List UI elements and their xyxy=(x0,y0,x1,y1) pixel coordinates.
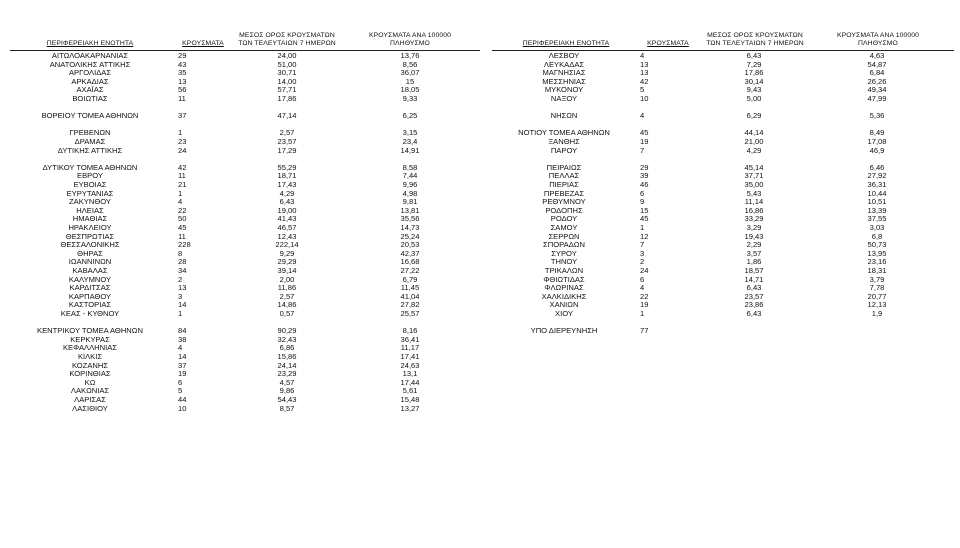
cell-per100k: 23,16 xyxy=(867,257,887,267)
cell-cases: 23 xyxy=(178,137,187,146)
cell-avg7: 47,14 xyxy=(277,111,297,121)
cell-cases: 9 xyxy=(640,197,645,207)
cell-cases: 1 xyxy=(178,128,183,138)
cell-per100k: 8,49 xyxy=(869,128,885,138)
cell-region: ΣΠΟΡΑΔΩΝ xyxy=(543,240,585,250)
cell-avg7: 9,43 xyxy=(746,85,762,95)
cell-region: ΚΕΑΣ - ΚΥΘΝΟΥ xyxy=(60,309,120,318)
cell-per100k: 8,58 xyxy=(402,162,418,172)
cell-cases: 42 xyxy=(178,162,187,172)
cell-avg7: 2,29 xyxy=(746,240,762,250)
cell-per100k: 47,99 xyxy=(867,94,887,103)
cell-avg7: 18,71 xyxy=(277,171,297,181)
left-table xyxy=(10,26,480,413)
cell-cases: 38 xyxy=(178,334,187,344)
table-row xyxy=(10,112,480,121)
cell-region: ΠΡΕΒΕΖΑΣ xyxy=(543,188,585,198)
cell-per100k: 13,95 xyxy=(867,248,887,258)
cell-avg7: 0,57 xyxy=(279,309,295,318)
cell-region: ΕΒΡΟΥ xyxy=(77,171,103,181)
cell-cases: 6 xyxy=(640,188,645,198)
cell-region: ΕΥΡΥΤΑΝΙΑΣ xyxy=(66,188,114,198)
cell-avg7: 23,57 xyxy=(277,137,297,146)
cell-per100k: 4,98 xyxy=(402,188,418,198)
cell-per100k: 7,44 xyxy=(402,171,418,181)
cell-region: ΒΟΙΩΤΙΑΣ xyxy=(72,94,108,103)
cell-avg7: 23,57 xyxy=(744,291,764,301)
cell-per100k: 9,33 xyxy=(402,94,418,103)
cell-region: ΕΥΒΟΙΑΣ xyxy=(73,180,107,189)
table-row xyxy=(492,327,954,336)
cell-per100k: 16,68 xyxy=(400,257,420,267)
cell-per100k: 6,46 xyxy=(869,162,885,172)
cell-avg7: 44,14 xyxy=(744,128,764,138)
cell-avg7: 4,29 xyxy=(279,188,295,198)
cell-per100k: 6,79 xyxy=(402,274,418,284)
cell-region: ΣΑΜΟΥ xyxy=(550,223,578,232)
cell-avg7: 11,86 xyxy=(277,283,297,293)
cell-region: ΗΛΕΙΑΣ xyxy=(76,205,104,215)
cell-region: ΛΑΚΩΝΙΑΣ xyxy=(70,386,110,396)
cell-cases: 37 xyxy=(178,111,187,121)
cell-per100k: 36,31 xyxy=(867,180,887,189)
header-avg7: ΜΕΣΟΣ ΟΡΟΣ ΚΡΟΥΣΜΑΤΩΝ ΤΩΝ ΤΕΛΕΥΤΑΙΩΝ 7 ΗΜΕΡΩΝ xyxy=(238,32,336,47)
cell-region: ΚΙΛΚΙΣ xyxy=(77,352,103,361)
cell-avg7: 6,43 xyxy=(746,283,762,293)
cell-per100k: 18,05 xyxy=(400,85,420,95)
cell-avg7: 4,29 xyxy=(746,145,762,155)
cell-cases: 46 xyxy=(640,180,649,189)
cell-region: ΚΕΝΤΡΙΚΟΥ ΤΟΜΕΑ ΑΘΗΝΩΝ xyxy=(37,326,143,336)
cell-cases: 8 xyxy=(178,248,183,258)
cell-cases: 1 xyxy=(640,309,645,318)
cell-per100k: 35,56 xyxy=(400,214,420,224)
cell-region: ΤΡΙΚΑΛΩΝ xyxy=(544,266,584,275)
cell-region: ΑΙΤΩΛΟΑΚΑΡΝΑΝΙΑΣ xyxy=(51,51,129,60)
header-avg7: ΜΕΣΟΣ ΟΡΟΣ ΚΡΟΥΣΜΑΤΩΝ ΤΩΝ ΤΕΛΕΥΤΑΙΩΝ 7 ΗΜΕΡΩΝ xyxy=(706,32,804,47)
cell-region: ΚΑΡΠΑΘΟΥ xyxy=(68,291,112,301)
cell-avg7: 6,86 xyxy=(279,343,295,353)
cell-per100k: 12,13 xyxy=(867,300,887,310)
cell-cases: 10 xyxy=(178,403,187,413)
cell-per100k: 8,56 xyxy=(402,59,418,69)
header-per100k: ΚΡΟΥΣΜΑΤΑ ΑΝΑ 100000 ΠΛΗΘΥΣΜΟ xyxy=(368,32,452,47)
cell-cases: 2 xyxy=(640,257,645,267)
cell-per100k: 54,87 xyxy=(867,59,887,69)
cell-region: ΤΗΝΟΥ xyxy=(550,257,578,267)
cell-avg7: 6,29 xyxy=(746,111,762,121)
cell-region: ΘΕΣΠΡΩΤΙΑΣ xyxy=(65,231,115,241)
cell-avg7: 19,43 xyxy=(744,231,764,241)
cell-region: ΚΑΛΥΜΝΟΥ xyxy=(68,274,112,284)
cell-cases: 43 xyxy=(178,59,187,69)
cell-avg7: 3,29 xyxy=(746,223,762,232)
cell-avg7: 17,86 xyxy=(744,68,764,78)
cell-region: ΜΑΓΝΗΣΙΑΣ xyxy=(542,68,586,78)
cell-avg7: 14,00 xyxy=(277,76,297,86)
cell-per100k: 14,91 xyxy=(400,145,420,155)
cell-avg7: 9,86 xyxy=(279,386,295,396)
cell-cases: 11 xyxy=(178,94,186,103)
cell-cases: 11 xyxy=(178,231,186,241)
cell-per100k: 11,45 xyxy=(400,283,420,293)
cell-avg7: 1,86 xyxy=(746,257,762,267)
cell-per100k: 6,8 xyxy=(871,231,883,241)
cell-region: ΝΗΣΩΝ xyxy=(550,111,578,121)
cell-region: ΜΥΚΟΝΟΥ xyxy=(544,85,584,95)
cell-per100k: 3,03 xyxy=(869,223,885,232)
cell-cases: 35 xyxy=(178,68,187,78)
cell-avg7: 7,29 xyxy=(746,59,762,69)
cell-per100k: 13,76 xyxy=(400,51,420,60)
cell-avg7: 6,43 xyxy=(279,197,295,207)
table-header xyxy=(10,26,480,51)
cell-region: ΚΑΣΤΟΡΙΑΣ xyxy=(68,300,112,310)
cell-avg7: 12,43 xyxy=(277,231,297,241)
cell-avg7: 9,29 xyxy=(279,248,295,258)
cell-region: ΛΑΣΙΘΙΟΥ xyxy=(72,403,108,413)
cell-per100k: 37,55 xyxy=(867,214,887,224)
right-table xyxy=(492,26,954,336)
cell-cases: 77 xyxy=(640,326,649,336)
cell-region: ΙΩΑΝΝΙΝΩΝ xyxy=(68,257,112,267)
cell-cases: 4 xyxy=(178,343,183,353)
cell-avg7: 17,86 xyxy=(277,94,297,103)
table-header xyxy=(492,26,954,51)
cell-per100k: 10,44 xyxy=(867,188,887,198)
cell-per100k: 25,24 xyxy=(400,231,420,241)
cell-per100k: 42,37 xyxy=(400,248,420,258)
cell-per100k: 36,41 xyxy=(400,334,420,344)
cell-region: ΚΑΡΔΙΤΣΑΣ xyxy=(69,283,111,293)
cell-avg7: 30,71 xyxy=(277,68,297,78)
header-cases: ΚΡΟΥΣΜΑΤΑ xyxy=(182,40,224,47)
cell-cases: 1 xyxy=(178,309,183,318)
cell-cases: 45 xyxy=(640,128,649,138)
cell-region: ΑΝΑΤΟΛΙΚΗΣ ΑΤΤΙΚΗΣ xyxy=(49,59,131,69)
cell-region: ΑΡΓΟΛΙΔΑΣ xyxy=(68,68,112,78)
cell-per100k: 23,4 xyxy=(402,137,418,146)
header-region: ΠΕΡΙΦΕΡΕΙΑΚΗ ΕΝΟΤΗΤΑ xyxy=(46,40,134,47)
cell-avg7: 23,86 xyxy=(744,300,764,310)
cell-cases: 50 xyxy=(178,214,187,224)
cell-per100k: 15,48 xyxy=(400,395,420,404)
cell-region: ΘΗΡΑΣ xyxy=(77,248,103,258)
table-row xyxy=(492,147,954,156)
cell-region: ΣΥΡΟΥ xyxy=(551,248,577,258)
cell-cases: 15 xyxy=(640,205,649,215)
cell-cases: 13 xyxy=(640,59,649,69)
cell-region: ΓΡΕΒΕΝΩΝ xyxy=(69,128,111,138)
cell-per100k: 27,22 xyxy=(400,266,420,275)
cell-cases: 4 xyxy=(640,51,645,60)
cell-cases: 1 xyxy=(640,223,645,232)
cell-region: ΗΡΑΚΛΕΙΟΥ xyxy=(68,223,112,232)
cell-cases: 19 xyxy=(178,369,187,379)
cell-cases: 24 xyxy=(640,266,649,275)
cell-avg7: 8,57 xyxy=(279,403,295,413)
cell-avg7: 24,00 xyxy=(277,51,297,60)
cell-region: ΞΑΝΘΗΣ xyxy=(548,137,580,146)
cell-cases: 13 xyxy=(178,283,187,293)
cell-avg7: 24,14 xyxy=(277,360,297,370)
cell-avg7: 5,00 xyxy=(746,94,762,103)
table-row xyxy=(10,147,480,156)
cell-per100k: 4,63 xyxy=(869,51,885,60)
cell-region: ΣΕΡΡΩΝ xyxy=(548,231,580,241)
cell-cases: 22 xyxy=(640,291,649,301)
cell-avg7: 17,43 xyxy=(277,180,297,189)
cell-region: ΜΕΣΣΗΝΙΑΣ xyxy=(542,76,586,86)
cell-avg7: 35,00 xyxy=(744,180,764,189)
cell-per100k: 13,81 xyxy=(400,205,420,215)
cell-region: ΚΩ xyxy=(84,377,96,387)
cell-avg7: 6,43 xyxy=(746,51,762,60)
cell-cases: 7 xyxy=(640,145,645,155)
cell-region: ΚΟΡΙΝΘΙΑΣ xyxy=(69,369,111,379)
cell-region: ΖΑΚΥΝΘΟΥ xyxy=(69,197,111,207)
cell-avg7: 16,86 xyxy=(744,205,764,215)
cell-per100k: 17,44 xyxy=(400,377,420,387)
cell-avg7: 2,00 xyxy=(279,274,295,284)
cell-cases: 5 xyxy=(640,85,645,95)
cell-cases: 6 xyxy=(178,377,183,387)
cell-region: ΡΕΘΥΜΝΟΥ xyxy=(542,197,586,207)
cell-region: ΒΟΡΕΙΟΥ ΤΟΜΕΑ ΑΘΗΝΩΝ xyxy=(41,111,139,121)
cell-region: ΠΑΡΟΥ xyxy=(550,145,578,155)
cell-cases: 39 xyxy=(640,171,649,181)
cell-region: ΠΕΙΡΑΙΩΣ xyxy=(546,162,582,172)
cell-cases: 22 xyxy=(178,205,187,215)
cell-avg7: 222,14 xyxy=(275,240,299,250)
cell-avg7: 23,29 xyxy=(277,369,297,379)
cell-region: ΦΛΩΡΙΝΑΣ xyxy=(544,283,584,293)
cell-cases: 13 xyxy=(640,68,649,78)
cell-cases: 228 xyxy=(178,240,191,250)
cell-region: ΛΕΣΒΟΥ xyxy=(548,51,580,60)
cell-cases: 56 xyxy=(178,85,187,95)
cell-avg7: 32,43 xyxy=(277,334,297,344)
cell-cases: 4 xyxy=(640,111,645,121)
cell-region: ΧΑΛΚΙΔΙΚΗΣ xyxy=(541,291,587,301)
cell-region: ΡΟΔΟΥ xyxy=(550,214,578,224)
cell-region: ΡΟΔΟΠΗΣ xyxy=(545,205,583,215)
cell-per100k: 13,39 xyxy=(867,205,887,215)
cell-region: ΚΕΡΚΥΡΑΣ xyxy=(70,334,110,344)
cell-per100k: 36,07 xyxy=(400,68,420,78)
cell-region: ΧΙΟΥ xyxy=(555,309,573,318)
cell-region: ΝΑΞΟΥ xyxy=(550,94,578,103)
cell-per100k: 20,77 xyxy=(867,291,887,301)
cell-per100k: 10,51 xyxy=(867,197,887,207)
header-cases: ΚΡΟΥΣΜΑΤΑ xyxy=(647,40,689,47)
cell-per100k: 41,04 xyxy=(400,291,420,301)
cell-cases: 19 xyxy=(640,137,649,146)
cell-avg7: 5,43 xyxy=(746,188,762,198)
cell-cases: 3 xyxy=(640,248,645,258)
cell-avg7: 2,57 xyxy=(279,291,295,301)
cell-avg7: 45,14 xyxy=(744,162,764,172)
cell-cases: 12 xyxy=(640,231,649,241)
cell-region: ΑΧΑΪΑΣ xyxy=(76,85,104,95)
cell-region: ΦΘΙΩΤΙΔΑΣ xyxy=(543,274,585,284)
cell-avg7: 15,86 xyxy=(277,352,297,361)
cell-avg7: 2,57 xyxy=(279,128,295,138)
cell-avg7: 33,29 xyxy=(744,214,764,224)
cell-per100k: 11,17 xyxy=(400,343,420,353)
cell-cases: 11 xyxy=(178,171,186,181)
cell-cases: 42 xyxy=(640,76,649,86)
cell-avg7: 11,14 xyxy=(744,197,764,207)
table-row xyxy=(492,310,954,319)
cell-avg7: 30,14 xyxy=(744,76,764,86)
cell-region: ΗΜΑΘΙΑΣ xyxy=(72,214,108,224)
cell-cases: 10 xyxy=(640,94,649,103)
cell-region: ΠΕΛΛΑΣ xyxy=(548,171,580,181)
cell-per100k: 27,82 xyxy=(400,300,420,310)
cell-avg7: 19,00 xyxy=(277,205,297,215)
cell-cases: 5 xyxy=(178,386,183,396)
cell-per100k: 7,78 xyxy=(869,283,885,293)
cell-avg7: 90,29 xyxy=(277,326,297,336)
cell-per100k: 49,34 xyxy=(867,85,887,95)
cell-per100k: 50,73 xyxy=(867,240,887,250)
cell-per100k: 6,84 xyxy=(869,68,885,78)
cell-avg7: 21,00 xyxy=(744,137,764,146)
table-row xyxy=(492,95,954,104)
cell-per100k: 14,73 xyxy=(400,223,420,232)
cell-avg7: 6,43 xyxy=(746,309,762,318)
cell-region: ΔΡΑΜΑΣ xyxy=(74,137,106,146)
cell-region: ΑΡΚΑΔΙΑΣ xyxy=(71,76,109,86)
cell-region: ΔΥΤΙΚΗΣ ΑΤΤΙΚΗΣ xyxy=(57,145,123,155)
cell-avg7: 14,86 xyxy=(277,300,297,310)
cell-per100k: 9,96 xyxy=(402,180,418,189)
cell-cases: 14 xyxy=(178,352,187,361)
cell-cases: 29 xyxy=(178,51,187,60)
cell-avg7: 39,14 xyxy=(277,266,297,275)
cell-region: ΠΙΕΡΙΑΣ xyxy=(549,180,579,189)
cell-per100k: 3,15 xyxy=(402,128,418,138)
cell-cases: 3 xyxy=(178,291,183,301)
cell-per100k: 13,1 xyxy=(402,369,418,379)
cell-region: ΚΟΖΑΝΗΣ xyxy=(71,360,109,370)
cell-cases: 44 xyxy=(178,395,187,404)
cell-cases: 4 xyxy=(640,283,645,293)
cell-avg7: 54,43 xyxy=(277,395,297,404)
cell-per100k: 5,36 xyxy=(869,111,885,121)
cell-cases: 13 xyxy=(178,76,187,86)
cell-per100k: 27,92 xyxy=(867,171,887,181)
cell-cases: 2 xyxy=(178,274,183,284)
cell-per100k: 26,26 xyxy=(867,76,887,86)
cell-avg7: 4,57 xyxy=(279,377,295,387)
cell-cases: 1 xyxy=(178,188,183,198)
cell-avg7: 46,57 xyxy=(277,223,297,232)
cell-per100k: 3,79 xyxy=(869,274,885,284)
cell-cases: 28 xyxy=(178,257,187,267)
cell-cases: 6 xyxy=(640,274,645,284)
cell-avg7: 3,57 xyxy=(746,248,762,258)
cell-cases: 34 xyxy=(178,266,187,275)
cell-cases: 7 xyxy=(640,240,645,250)
cell-per100k: 20,53 xyxy=(400,240,420,250)
cell-avg7: 37,71 xyxy=(744,171,764,181)
cell-per100k: 46,9 xyxy=(869,145,885,155)
cell-per100k: 24,63 xyxy=(400,360,420,370)
cell-per100k: 17,08 xyxy=(867,137,887,146)
cell-cases: 19 xyxy=(640,300,649,310)
table-row xyxy=(10,95,480,104)
cell-avg7: 14,71 xyxy=(744,274,764,284)
cell-avg7: 29,29 xyxy=(277,257,297,267)
cell-per100k: 15 xyxy=(405,76,415,86)
cell-region: ΥΠΟ ΔΙΕΡΕΥΝΗΣΗ xyxy=(530,326,598,336)
cell-cases: 4 xyxy=(178,197,183,207)
cell-per100k: 6,25 xyxy=(402,111,418,121)
cell-avg7: 51,00 xyxy=(277,59,297,69)
cell-region: ΘΕΣΣΑΛΟΝΙΚΗΣ xyxy=(60,240,120,250)
cell-region: ΛΕΥΚΑΔΑΣ xyxy=(543,59,585,69)
table-row xyxy=(10,310,480,319)
cell-region: ΛΑΡΙΣΑΣ xyxy=(74,395,106,404)
cell-cases: 14 xyxy=(178,300,187,310)
cell-per100k: 18,31 xyxy=(867,266,887,275)
cell-per100k: 1,9 xyxy=(871,309,883,318)
header-per100k: ΚΡΟΥΣΜΑΤΑ ΑΝΑ 100000 ΠΛΗΘΥΣΜΟ xyxy=(836,32,920,47)
table-row xyxy=(10,405,480,414)
cell-avg7: 17,29 xyxy=(277,145,297,155)
cell-avg7: 41,43 xyxy=(277,214,297,224)
cell-per100k: 5,61 xyxy=(402,386,418,396)
cell-per100k: 9,81 xyxy=(402,197,418,207)
cell-cases: 24 xyxy=(178,145,187,155)
cell-region: ΧΑΝΙΩΝ xyxy=(549,300,579,310)
cell-cases: 45 xyxy=(178,223,187,232)
cell-cases: 37 xyxy=(178,360,187,370)
cell-avg7: 18,57 xyxy=(744,266,764,275)
cell-per100k: 25,57 xyxy=(400,309,420,318)
cell-region: ΔΥΤΙΚΟΥ ΤΟΜΕΑ ΑΘΗΝΩΝ xyxy=(42,162,138,172)
cell-region: ΚΑΒΑΛΑΣ xyxy=(72,266,108,275)
cell-avg7: 55,29 xyxy=(277,162,297,172)
cell-per100k: 13,27 xyxy=(400,403,420,413)
cell-cases: 45 xyxy=(640,214,649,224)
cell-region: ΝΟΤΙΟΥ ΤΟΜΕΑ ΑΘΗΝΩΝ xyxy=(518,128,610,138)
cell-cases: 29 xyxy=(640,162,649,172)
header-region: ΠΕΡΙΦΕΡΕΙΑΚΗ ΕΝΟΤΗΤΑ xyxy=(522,40,610,47)
cell-region: ΚΕΦΑΛΛΗΝΙΑΣ xyxy=(62,343,118,353)
cell-per100k: 8,16 xyxy=(402,326,418,336)
cell-avg7: 57,71 xyxy=(277,85,297,95)
table-row xyxy=(492,112,954,121)
cell-cases: 21 xyxy=(178,180,187,189)
cell-per100k: 17,41 xyxy=(400,352,420,361)
cell-cases: 84 xyxy=(178,326,187,336)
